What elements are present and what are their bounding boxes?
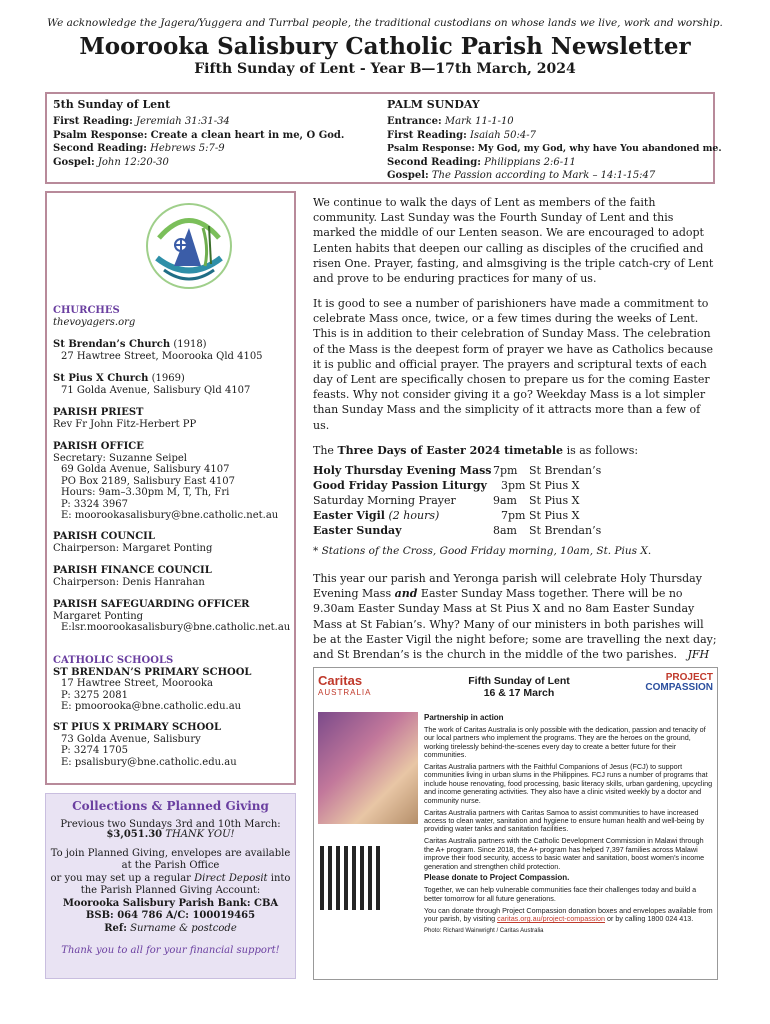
caritas-project-compassion-insert [313,667,718,980]
joint-mass-paragraph: This year our parish and Yeronga parish will celebrate Holy Thursday Evening Mass and Easter Sunday Mass together. There will be no 9.30am Easter Sunday Mass at St Pius X and no 8am Easter Sunday Mass at St Fabian’s. Why? Many of our ministers in both parishes will be at the Easter Vigil the night before; some are travelling the next day; and St Brendan’s is the church in the middle of the two parishes. JFH [313,572,717,662]
bank-account: Moorooka Salisbury Parish Bank: CBA [62,897,279,909]
timetable-intro: The Three Days of Easter 2024 timetable is as follows: [313,444,639,457]
safeguarding-section: PARISH SAFEGUARDING OFFICER Margaret Ponting E:lsr.moorookasalisbury@bne.catholic.net.au [53,599,293,634]
weekday-mass-paragraph: It is good to see a number of parishioners have made a commitment to celebrate Mass once, twice, or a few times during the weeks of Lent. This is in addition to their celebration of Sunday Mass. The celebration of the Mass is the deepest form of prayer we have as Catholics because it is public and official prayer. The prayers and scriptural texts of each day of Lent are specifically chosen to prepare us for the coming Easter feasts. Why not consider giving it a go? Weekday Mass is a lot simpler than Sunday Mass and the simplicity of it attracts more than a few of us. [313,297,713,432]
planned-giving-box: Collections & Planned Giving Previous two Sundays 3rd and 10th March: $3,051.30 THANK YOU! To join Planned Giving, envelopes are available at the Parish Office or you may set up a regular Direct Deposit into the Parish Planned Giving Account: Moorooka Salisbury Parish Bank: CBA BSB: 064 786 A/C: 100019465 Ref: Surname & postcode Thank you to all for your financial support! [45,793,296,979]
caritas-text: Partnership in action The work of Caritas Australia is only possible with the dedication, passion and tenacity of our local partners who implement the programs. They are the heroes on the ground, working tirelessly behind-the-scenes every day to create a better future for their communities. Caritas Australia partners with the Faithful Companions of Jesus (FCJ) to support communities living in urban slums in the Philippines. FCJ runs a number of programs that include house renovating, food processing, basic literacy skills, urban gardening, upcycling and income generating activities. They also have a clinic visited weekly by a doctor and community nurse. Caritas Australia partners with Caritas Samoa to assist communities to have increased access to clean water, sanitation and hygiene to ensure human health and well-being by providing water tanks and sanitation facilities. Caritas Australia partners with the Catholic Development Commission in Malawi through the A+ program. Since 2018, the A+ program has helped 7,397 families across Malawi improve their food security, access to basic water and sanitation, boost women’s income generation and strengthen child protection. Please donate to Project Compassion. Together, we can help vulnerable communities face their challenges today and build a better tomorrow for all future generations. You can donate through Project Compassion donation boxes and envelopes available from your parish, by visiting caritas.org.au/project-compassion or by calling 1800 024 413. Photo: Richard Wainwright / Caritas Australia [424,713,713,934]
qr-code-icon[interactable] [320,846,384,910]
church-st-pius-x: St Pius X Church (1969) 71 Golda Avenue, Salisbury Qld 4107 [53,373,251,396]
reading-line: Second Reading: Hebrews 5:7-9 [53,143,225,154]
newsletter-title: Moorooka Salisbury Catholic Parish Newsletter [79,33,691,60]
bank-bsb: BSB: 064 786 A/C: 100019465 [85,910,256,921]
reading-line: Gospel: The Passion according to Mark – 14:1-15:47 [387,170,656,181]
churches-section [53,305,293,328]
school-st-pius-x: ST PIUS X PRIMARY SCHOOL 73 Golda Avenue, Salisbury P: 3274 1705 E: psalisbury@bne.catholic.edu.au [53,722,293,768]
readings-fifth-sunday [53,98,373,169]
project-compassion-logo: PROJECT COMPASSION [645,672,713,693]
school1-email[interactable]: E: pmoorooka@bne.catholic.edu.au [61,701,242,712]
easter-timetable [313,463,718,538]
giving-thanks: Thank you to all for your financial support! [61,945,280,956]
parish-office-section: PARISH OFFICE Secretary: Suzanne Seipel 69 Golda Avenue, Salisbury 4107 PO Box 2189, Salisbury East 4107 Hours: 9am–3.30pm M, T, Th, Fri P: 3324 3967 E: moorookasalisbury@bne.catholic.net.au [53,441,293,522]
reading-line: First Reading: Jeremiah 31:31-34 [53,116,230,127]
safeguarding-email[interactable]: E:lsr.moorookasalisbury@bne.catholic.net.au [61,622,291,633]
finance-council-section: PARISH FINANCE COUNCIL Chairperson: Denis Hanrahan [53,565,212,588]
timetable-row: Easter Sunday 8am St Brendan’s [313,524,602,537]
church-st-brendans: St Brendan’s Church (1918) 27 Hawtree Street, Moorooka Qld 4105 [53,339,263,362]
parish-priest-section: PARISH PRIEST Rev Fr John Fitz-Herbert PP [53,407,197,430]
readings-box [45,92,722,184]
parish-council-section: PARISH COUNCIL Chairperson: Margaret Ponting [53,531,213,554]
timetable-row: Easter Vigil (2 hours) 7pm St Pius X [313,509,580,522]
reading-line: Psalm Response: Create a clean heart in me, O God. [53,129,345,141]
parish-info-sidebar [45,191,296,785]
reading-line: Second Reading: Philippians 2:6-11 [387,156,576,168]
caritas-donate-link[interactable]: caritas.org.au/project-compassion [497,914,605,924]
caritas-logo: Caritas AUSTRALIA [318,673,372,697]
timetable-row: Saturday Morning Prayer 9am St Pius X [313,494,580,507]
reading-line: First Reading: Isaiah 50:4-7 [387,129,537,141]
caritas-photo [318,712,418,824]
readings-palm-sunday [387,98,722,183]
voyagers-logo-icon [139,198,239,293]
caritas-heading: Fifth Sunday of Lent 16 & 17 March [468,675,570,699]
acknowledgement: We acknowledge the Jagera/Yuggera and Turrbal people, the traditional custodians on whose lands we live, work and worship. [47,17,723,29]
intro-paragraph: We continue to walk the days of Lent as members of the faith community. Last Sunday was the Fourth Sunday of Lent and this marked the middle of our Lenten season. We are encouraged to adopt Lenten habits that deepen our calling as disciples of the crucified and risen One. Prayer, fasting, and almsgiving is the triple catch-cry of Lent and prove to be enduring practices for many of us. [313,196,714,286]
schools-section: CATHOLIC SCHOOLS ST BRENDAN’S PRIMARY SCHOOL 17 Hawtree Street, Moorooka P: 3275 2081 E: pmoorooka@bne.catholic.edu.au [53,655,293,713]
website-link[interactable]: thevoyagers.org [53,316,136,328]
stations-note: * Stations of the Cross, Good Friday morning, 10am, St. Pius X. [313,545,652,557]
giving-heading: Collections & Planned Giving [72,799,269,813]
timetable-row: Good Friday Passion Liturgy 3pm St Pius X [313,479,580,492]
office-email[interactable]: E: moorookasalisbury@bne.catholic.net.au [61,510,279,521]
timetable-row: Holy Thursday Evening Mass 7pm St Brendan’s [313,464,602,477]
reading-line: Psalm Response: My God, my God, why have You abandoned me. [387,143,722,154]
reading-line: Gospel: John 12:20-30 [53,156,169,168]
school2-email[interactable]: E: psalisbury@bne.catholic.edu.au [61,756,237,768]
newsletter-subtitle: Fifth Sunday of Lent - Year B—17th March, 2024 [194,61,576,77]
readings-right-heading: PALM SUNDAY [387,98,480,111]
reading-line: Entrance: Mark 11-1-10 [387,116,514,127]
readings-left-heading: 5th Sunday of Lent [53,98,171,111]
churches-heading: CHURCHES [53,305,120,316]
